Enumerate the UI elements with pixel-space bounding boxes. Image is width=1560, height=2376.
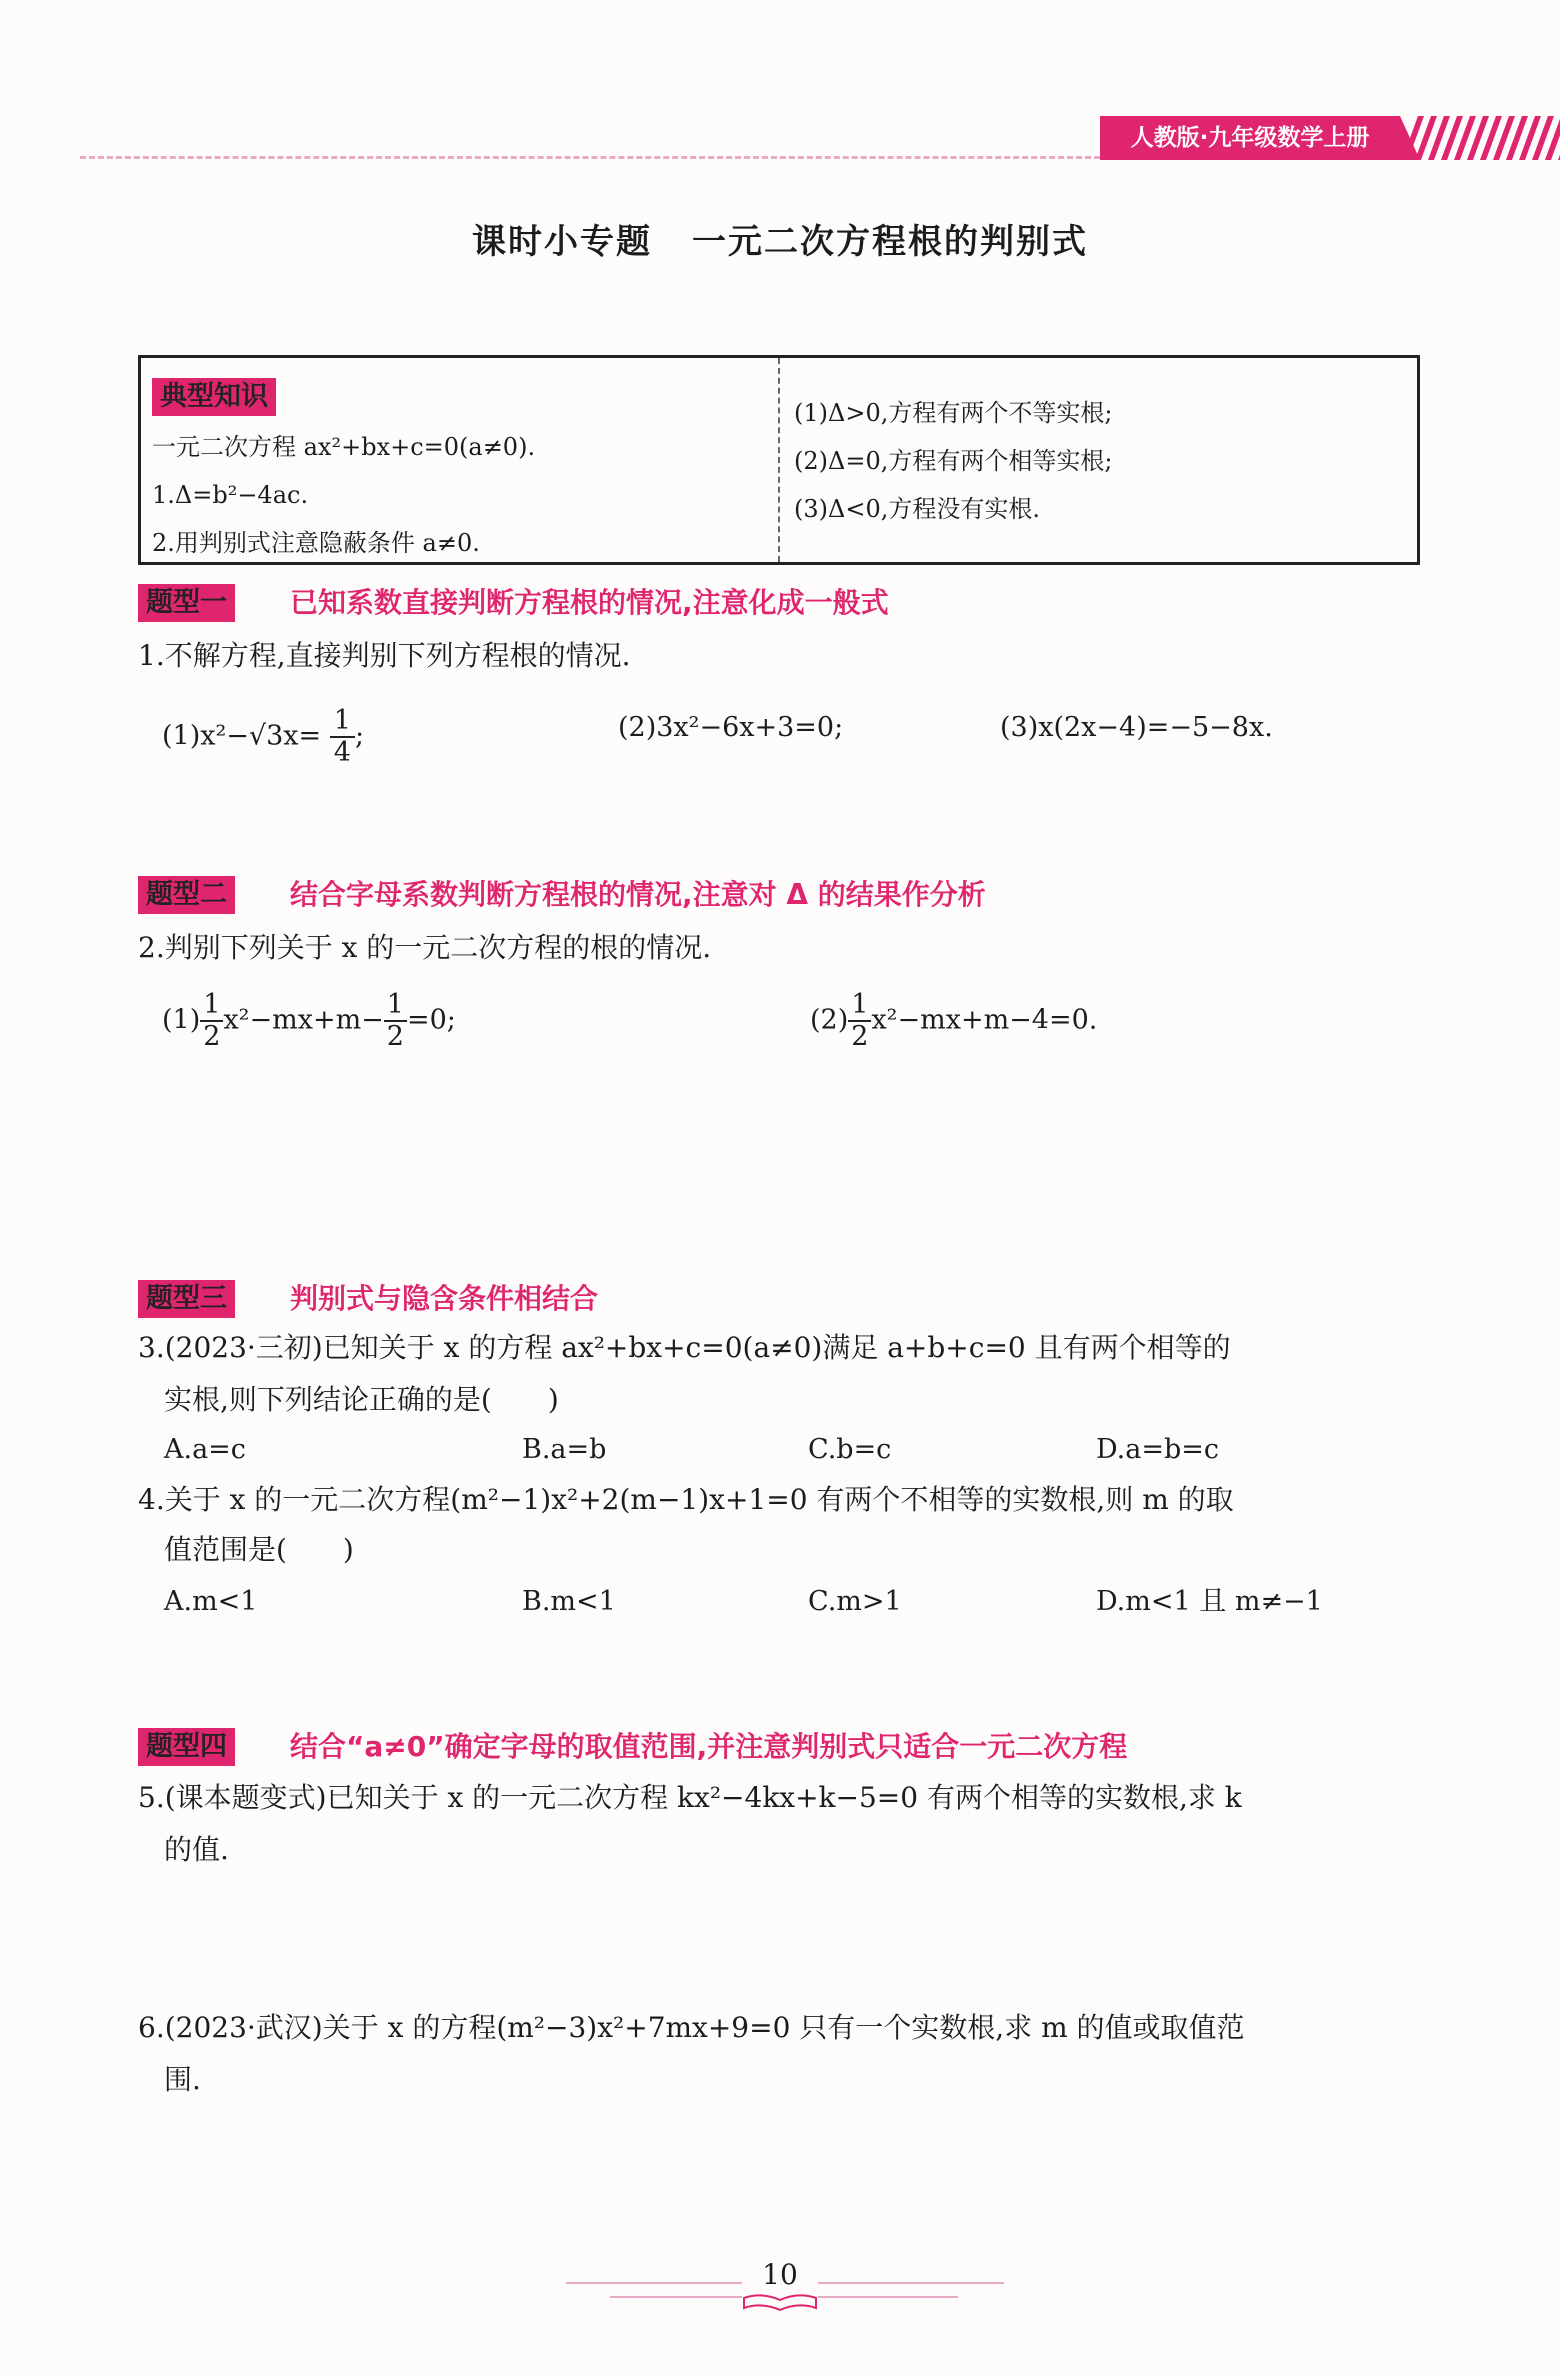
open-book-icon: [742, 2292, 818, 2312]
q1-part1: (1)x²−√3x= $\frac{1}{4}$ ;: [162, 705, 365, 768]
q3-line2: 实根,则下列结论正确的是( ): [164, 1383, 559, 1416]
section-tag-2: 题型二: [138, 876, 235, 914]
q4-line2: 值范围是( ): [164, 1533, 354, 1566]
knowledge-right-2: (2)Δ=0,方程有两个相等实根;: [794, 447, 1113, 475]
q4-line1: 4.关于 x 的一元二次方程(m²−1)x²+2(m−1)x+1=0 有两个不相等的实数根,则 m 的取: [138, 1483, 1234, 1516]
knowledge-right-1: (1)Δ>0,方程有两个不等实根;: [794, 399, 1113, 427]
title-part2: 一元二次方程根的判别式: [692, 222, 1088, 262]
footer-line-left: [566, 2282, 742, 2284]
q4-option-a: A.m<1: [164, 1586, 258, 1617]
knowledge-divider: [778, 358, 780, 562]
q3-option-c: C.b=c: [808, 1434, 892, 1465]
q3-option-d: D.a=b=c: [1096, 1434, 1220, 1465]
section-title-3: 判别式与隐含条件相结合: [290, 1282, 599, 1315]
knowledge-left-2: 1.Δ=b²−4ac.: [152, 481, 309, 509]
q6-line1: 6.(2023·武汉)关于 x 的方程(m²−3)x²+7mx+9=0 只有一个实数根,求 m 的值或取值范: [138, 2011, 1245, 2044]
section-tag-1: 题型一: [138, 584, 235, 622]
q3-option-b: B.a=b: [522, 1434, 607, 1465]
q3-line1: 3.(2023·三初)已知关于 x 的方程 ax²+bx+c=0(a≠0)满足 a+b+c=0 且有两个相等的: [138, 1331, 1231, 1364]
page-number: 10: [762, 2258, 798, 2291]
footer-line-left-2: [610, 2296, 742, 2298]
q3-option-a: A.a=c: [164, 1434, 246, 1465]
q5-line1: 5.(课本题变式)已知关于 x 的一元二次方程 kx²−4kx+k−5=0 有两个相等的实数根,求 k: [138, 1781, 1242, 1814]
knowledge-right-3: (3)Δ<0,方程没有实根.: [794, 495, 1040, 523]
q1-stem: 1.不解方程,直接判别下列方程根的情况.: [138, 639, 631, 672]
q4-option-c: C.m>1: [808, 1586, 902, 1617]
page-title: [0, 214, 1560, 263]
q1-part3: (3)x(2x−4)=−5−8x.: [1000, 712, 1273, 743]
q1-fraction: $\frac{1}{4}$: [330, 706, 355, 768]
section-title-1: 已知系数直接判断方程根的情况,注意化成一般式: [290, 586, 889, 619]
footer-line-right: [818, 2282, 1004, 2284]
q5-line2: 的值.: [164, 1833, 229, 1866]
q2-part2: (2) $\frac{1}{2}$ x²−mx+m−4=0.: [810, 989, 1098, 1052]
section-tag-3: 题型三: [138, 1280, 235, 1318]
q1-part2: (2)3x²−6x+3=0;: [618, 712, 844, 743]
section-tag-4: 题型四: [138, 1728, 235, 1766]
footer-line-right-2: [818, 2296, 958, 2298]
knowledge-left-3: 2.用判别式注意隐蔽条件 a≠0.: [152, 529, 480, 557]
section-title-2: 结合字母系数判断方程根的情况,注意对 Δ 的结果作分析: [290, 878, 986, 911]
knowledge-left-1: 一元二次方程 ax²+bx+c=0(a≠0).: [152, 433, 536, 461]
q6-line2: 围.: [164, 2063, 201, 2096]
q2-part1: (1) $\frac{1}{2}$ x²−mx+m− $\frac{1}{2}$ =0;: [162, 989, 456, 1052]
header-badge: 人教版·九年级数学上册: [1100, 116, 1400, 160]
q2-stem: 2.判别下列关于 x 的一元二次方程的根的情况.: [138, 931, 712, 964]
section-title-4: 结合“a≠0”确定字母的取值范围,并注意判别式只适合一元二次方程: [290, 1730, 1128, 1763]
header-dashed-line: [80, 156, 1100, 159]
q4-option-b: B.m<1: [522, 1586, 616, 1617]
header-stripes: [1410, 116, 1560, 160]
title-part1: 课时小专题: [472, 222, 652, 262]
q4-option-d: D.m<1 且 m≠−1: [1096, 1586, 1323, 1617]
knowledge-tag: 典型知识: [152, 378, 276, 416]
